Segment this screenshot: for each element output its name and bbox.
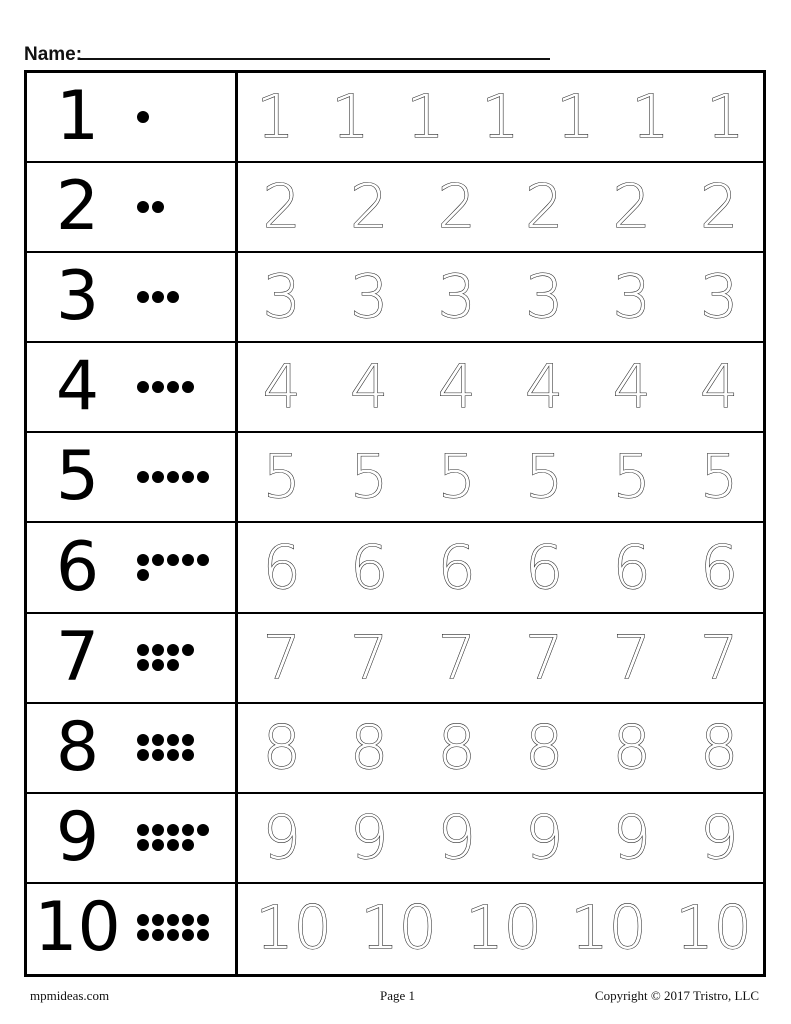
dashed-trace-numeral: 9 [525, 802, 564, 873]
dashed-trace-numeral: 2 [525, 172, 564, 243]
worksheet-row [27, 343, 763, 433]
count-dots [127, 884, 227, 972]
count-dots [127, 163, 227, 251]
dashed-trace-numeral: 7 [437, 622, 476, 693]
dashed-trace-numeral: 1 [256, 82, 295, 152]
tracing-area[interactable] [238, 524, 763, 612]
count-dot [137, 201, 149, 213]
dashed-trace-numeral: 2 [350, 172, 389, 243]
dashed-trace-numeral: 8 [350, 712, 389, 783]
dashed-trace-numeral: 5 [350, 442, 389, 513]
count-dot [152, 291, 164, 303]
dashed-trace-numeral: 2 [700, 172, 739, 243]
count-dot [152, 749, 164, 761]
number-label: 6 [55, 527, 100, 607]
number-label: 8 [55, 707, 100, 787]
number-label: 9 [55, 797, 100, 877]
dashed-trace-numeral: 9 [350, 802, 389, 873]
tracing-area[interactable] [238, 614, 763, 702]
count-dot [167, 734, 179, 746]
tracing-area[interactable] [238, 433, 763, 521]
dashed-trace-numeral: 10 [360, 892, 437, 963]
dashed-trace-numeral: 9 [437, 802, 476, 873]
dashed-trace-numeral: 7 [700, 622, 739, 693]
worksheet-row [27, 73, 763, 163]
dashed-trace-numeral: 8 [525, 712, 564, 783]
count-dot [182, 929, 194, 941]
dashed-trace-numeral: 4 [262, 352, 301, 423]
dashed-trace-numeral: 1 [406, 82, 445, 152]
dashed-trace-numeral: 6 [612, 532, 651, 603]
dashed-trace-numeral: 4 [612, 352, 651, 423]
count-dot [182, 381, 194, 393]
name-label: Name: [24, 44, 83, 65]
dashed-trace-numeral: 5 [262, 442, 301, 513]
count-dot [152, 381, 164, 393]
count-dot [137, 569, 149, 581]
dashed-trace-numeral: 1 [706, 82, 745, 152]
count-dots [127, 524, 227, 612]
count-dot [152, 839, 164, 851]
number-label: 7 [55, 617, 100, 697]
count-dot [137, 111, 149, 123]
dashed-trace-numeral: 3 [525, 262, 564, 333]
worksheet-row [27, 614, 763, 704]
count-dot [197, 554, 209, 566]
count-dot [182, 839, 194, 851]
dashed-trace-numeral: 6 [700, 532, 739, 603]
dashed-trace-numeral: 4 [525, 352, 564, 423]
count-dot [167, 929, 179, 941]
dashed-trace-numeral: 2 [262, 172, 301, 243]
worksheet-row [27, 253, 763, 343]
count-dot [152, 824, 164, 836]
dashed-trace-numeral: 10 [570, 892, 647, 963]
count-dot [137, 734, 149, 746]
dashed-trace-numeral: 6 [262, 532, 301, 603]
count-dots [127, 433, 227, 521]
count-dot [167, 471, 179, 483]
worksheet-row [27, 524, 763, 614]
count-dot [167, 644, 179, 656]
dashed-trace-numeral: 7 [612, 622, 651, 693]
count-dot [137, 839, 149, 851]
count-dots [127, 614, 227, 702]
count-dot [167, 381, 179, 393]
count-dot [152, 201, 164, 213]
count-dot [182, 914, 194, 926]
dashed-trace-numeral: 5 [612, 442, 651, 513]
count-dot [167, 749, 179, 761]
dashed-trace-numeral: 7 [262, 622, 301, 693]
dashed-trace-numeral: 4 [437, 352, 476, 423]
count-dot [182, 471, 194, 483]
dashed-trace-numeral: 1 [556, 82, 595, 152]
dashed-trace-numeral: 8 [437, 712, 476, 783]
count-dot [167, 554, 179, 566]
count-dot [197, 914, 209, 926]
dashed-trace-numeral: 4 [700, 352, 739, 423]
count-dot [137, 749, 149, 761]
dashed-trace-numeral: 5 [437, 442, 476, 513]
worksheet-row [27, 163, 763, 253]
dashed-trace-numeral: 3 [262, 262, 301, 333]
number-label: 2 [55, 167, 100, 247]
dashed-trace-numeral: 1 [631, 82, 670, 152]
count-dot [182, 734, 194, 746]
name-field [24, 34, 82, 64]
dashed-trace-numeral: 10 [465, 892, 542, 963]
count-dots [127, 794, 227, 882]
count-dot [137, 291, 149, 303]
footer-copyright: Copyright © 2017 Tristro, LLC [594, 988, 759, 1003]
number-label: 5 [55, 437, 100, 517]
count-dot [137, 644, 149, 656]
number-label: 3 [55, 257, 100, 337]
dashed-trace-numeral: 3 [437, 262, 476, 333]
dashed-trace-numeral: 1 [481, 82, 520, 152]
dashed-trace-numeral: 10 [675, 892, 752, 963]
count-dot [167, 824, 179, 836]
worksheet-row [27, 433, 763, 523]
count-dot [137, 824, 149, 836]
count-dot [182, 644, 194, 656]
count-dots [127, 704, 227, 792]
dashed-trace-numeral: 6 [437, 532, 476, 603]
dashed-trace-numeral: 9 [700, 802, 739, 873]
count-dots [127, 73, 227, 161]
count-dot [137, 914, 149, 926]
tracing-worksheet [24, 70, 766, 977]
dashed-trace-numeral: 8 [700, 712, 739, 783]
count-dot [167, 291, 179, 303]
dashed-trace-numeral: 7 [350, 622, 389, 693]
dashed-trace-numeral: 5 [700, 442, 739, 513]
count-dot [182, 824, 194, 836]
count-dot [137, 381, 149, 393]
count-dot [152, 914, 164, 926]
count-dot [167, 659, 179, 671]
tracing-area[interactable] [238, 884, 763, 972]
footer-site: mpmideas.com [30, 988, 110, 1003]
dashed-trace-numeral: 6 [525, 532, 564, 603]
count-dot [152, 929, 164, 941]
dashed-trace-numeral: 1 [331, 82, 370, 152]
footer [0, 988, 791, 1008]
count-dot [137, 659, 149, 671]
dashed-trace-numeral: 9 [612, 802, 651, 873]
dashed-trace-numeral: 3 [700, 262, 739, 333]
count-dot [152, 644, 164, 656]
worksheet-row [27, 704, 763, 794]
count-dot [182, 554, 194, 566]
count-dot [137, 471, 149, 483]
number-label: 10 [34, 887, 121, 967]
count-dot [152, 659, 164, 671]
count-dot [167, 839, 179, 851]
dashed-trace-numeral: 6 [350, 532, 389, 603]
count-dot [167, 914, 179, 926]
dashed-trace-numeral: 3 [612, 262, 651, 333]
dashed-trace-numeral: 5 [525, 442, 564, 513]
tracing-area[interactable] [238, 794, 763, 882]
count-dot [182, 749, 194, 761]
worksheet-row [27, 794, 763, 884]
dashed-trace-numeral: 2 [437, 172, 476, 243]
dashed-trace-numeral: 8 [262, 712, 301, 783]
dashed-trace-numeral: 4 [350, 352, 389, 423]
dashed-trace-numeral: 2 [612, 172, 651, 243]
dashed-trace-numeral: 9 [262, 802, 301, 873]
count-dot [152, 554, 164, 566]
count-dot [137, 929, 149, 941]
name-write-line[interactable] [80, 58, 550, 60]
dashed-trace-numeral: 8 [612, 712, 651, 783]
dashed-trace-numeral: 3 [350, 262, 389, 333]
number-label: 4 [55, 347, 100, 427]
tracing-area[interactable] [238, 704, 763, 792]
count-dot [152, 734, 164, 746]
worksheet-row [27, 884, 763, 974]
tracing-area[interactable] [238, 163, 763, 251]
count-dot [137, 554, 149, 566]
count-dot [197, 471, 209, 483]
count-dot [197, 824, 209, 836]
tracing-area[interactable] [238, 73, 763, 161]
footer-page: Page 1 [380, 988, 416, 1003]
count-dot [152, 471, 164, 483]
dashed-trace-numeral: 7 [525, 622, 564, 693]
count-dot [197, 929, 209, 941]
tracing-area[interactable] [238, 343, 763, 431]
count-dots [127, 253, 227, 341]
count-dots [127, 343, 227, 431]
dashed-trace-numeral: 10 [255, 892, 332, 963]
tracing-area[interactable] [238, 253, 763, 341]
number-label: 1 [55, 77, 100, 156]
